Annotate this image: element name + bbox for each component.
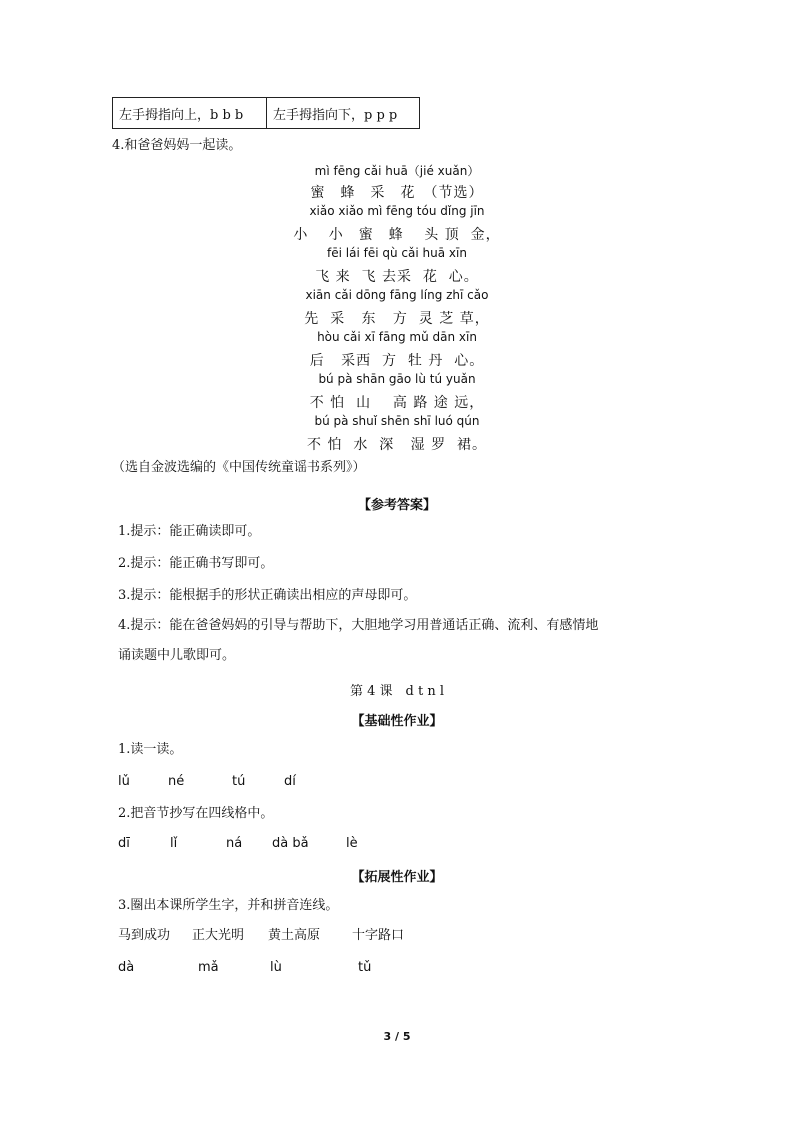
- pinyin-item: né: [168, 774, 185, 789]
- poem-line-hanzi: 小 小 蜜 蜂 头 顶 金，: [293, 227, 501, 243]
- question-3-title: 3.圈出本课所学生字，并和拼音连线。: [118, 898, 339, 913]
- poem-line-hanzi: 蜜 蜂 采 花 （节选）: [310, 185, 484, 201]
- answer-item-continued: 诵读题中儿歌即可。: [118, 648, 236, 663]
- answer-item: 1.提示：能正确读即可。: [118, 524, 261, 539]
- lesson-title: 第 4 课 d t n l: [349, 684, 444, 699]
- hand-gesture-table: [112, 97, 420, 129]
- pinyin-item: dà bǎ: [272, 836, 309, 851]
- question-1-title: 1.读一读。: [118, 742, 183, 757]
- pinyin-item: mǎ: [198, 960, 219, 975]
- poem-line-pinyin: xiān cǎi dōng fāng líng zhī cǎo: [305, 288, 489, 302]
- pinyin-item: dí: [284, 774, 296, 789]
- poem-line-hanzi: 飞 来 飞 去采 花 心。: [315, 269, 479, 285]
- answer-item: 4.提示：能在爸爸妈妈的引导与帮助下，大胆地学习用普通话正确、流利、有感情地: [118, 618, 599, 633]
- answer-item: 3.提示：能根据手的形状正确读出相应的声母即可。: [118, 588, 417, 603]
- answer-heading: 【参考答案】: [357, 498, 436, 513]
- pinyin-item: dà: [118, 960, 135, 975]
- poem-line-pinyin: bú pà shuǐ shēn shī luó qún: [314, 414, 480, 428]
- poem-line-pinyin: hòu cǎi xī fāng mǔ dān xīn: [317, 330, 477, 344]
- poem-line-pinyin: mì fēng cǎi huā（jié xuǎn）: [314, 164, 480, 178]
- pinyin-item: lù: [270, 960, 282, 975]
- question-2-title: 2.把音节抄写在四线格中。: [118, 806, 274, 821]
- word-item: 十字路口: [352, 928, 405, 943]
- question-4-title: 4.和爸爸妈妈一起读。: [112, 138, 242, 153]
- page-number: 3 / 5: [383, 1030, 411, 1043]
- extension-homework-heading: 【拓展性作业】: [351, 870, 443, 885]
- pinyin-item: tú: [232, 774, 246, 789]
- poem-line-hanzi: 后 采西 方 牡 丹 心。: [309, 353, 485, 369]
- pinyin-item: tǔ: [358, 960, 372, 975]
- poem-line-hanzi: 不 怕 水 深 湿 罗 裙。: [307, 437, 487, 453]
- poem-line-pinyin: fēi lái fēi qù cǎi huā xīn: [327, 246, 467, 260]
- source-note: （选自金波选编的《中国传统童谣书系列》）: [112, 460, 366, 475]
- pinyin-item: lè: [346, 836, 358, 851]
- poem-line-hanzi: 先 采 东 方 灵 芝 草，: [304, 311, 490, 327]
- poem-line-pinyin: bú pà shān gāo lù tú yuǎn: [318, 372, 476, 386]
- pinyin-item: lǐ: [170, 836, 178, 851]
- table-cell-thumb-down: 左手拇指向下，p p p: [273, 107, 398, 123]
- poem-line-hanzi: 不 怕 山 高 路 途 远，: [309, 395, 485, 411]
- word-item: 黄土高原: [268, 928, 321, 943]
- pinyin-item: ná: [226, 836, 243, 851]
- pinyin-item: lǔ: [118, 774, 130, 789]
- word-item: 马到成功: [118, 928, 171, 943]
- basic-homework-heading: 【基础性作业】: [351, 714, 443, 729]
- table-cell-thumb-up: 左手拇指向上，b b b: [113, 98, 267, 128]
- poem-line-pinyin: xiǎo xiǎo mì fēng tóu dǐng jīn: [309, 204, 485, 218]
- answer-item: 2.提示：能正确书写即可。: [118, 556, 274, 571]
- pinyin-item: dī: [118, 836, 130, 851]
- word-item: 正大光明: [192, 928, 245, 943]
